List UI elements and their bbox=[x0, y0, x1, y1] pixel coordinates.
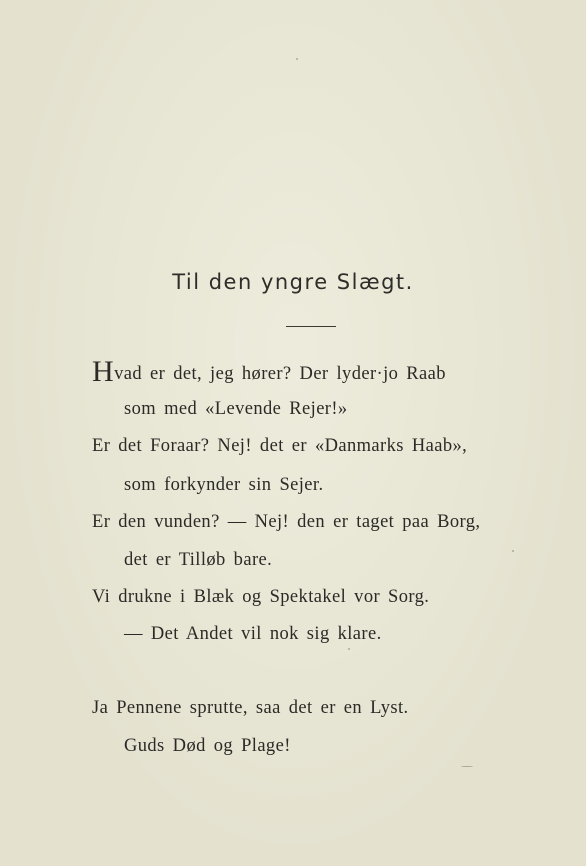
poem-title: Til den yngre Slægt. bbox=[172, 270, 414, 294]
drop-cap: H bbox=[92, 355, 115, 388]
poem-line-9: Ja Pennene sprutte, saa det er en Lyst. bbox=[92, 698, 409, 718]
paper-speck bbox=[461, 766, 473, 767]
title-divider bbox=[286, 326, 336, 327]
poem-line-1-text: vad er det, jeg hører? Der lyder·jo Raab bbox=[114, 364, 446, 384]
paper-speck bbox=[348, 648, 350, 650]
paper-speck bbox=[512, 550, 514, 552]
poem-line-1 bbox=[92, 357, 446, 387]
poem-line-6: det er Tilløb bare. bbox=[124, 550, 273, 570]
poem-line-7: Vi drukne i Blæk og Spektakel vor Sorg. bbox=[92, 587, 430, 607]
poem-line-2: som med «Levende Rejer!» bbox=[124, 399, 348, 419]
paper-speck bbox=[296, 58, 298, 60]
poem-line-3: Er det Foraar? Nej! det er «Danmarks Haab», bbox=[92, 436, 468, 456]
poem-line-4: som forkynder sin Sejer. bbox=[124, 475, 324, 495]
poem-line-10: Guds Død og Plage! bbox=[124, 736, 291, 756]
poem-line-5: Er den vunden? — Nej! den er taget paa Borg, bbox=[92, 512, 481, 532]
bleed-through-text bbox=[300, 110, 304, 128]
poem-line-8: — Det Andet vil nok sig klare. bbox=[124, 624, 382, 644]
